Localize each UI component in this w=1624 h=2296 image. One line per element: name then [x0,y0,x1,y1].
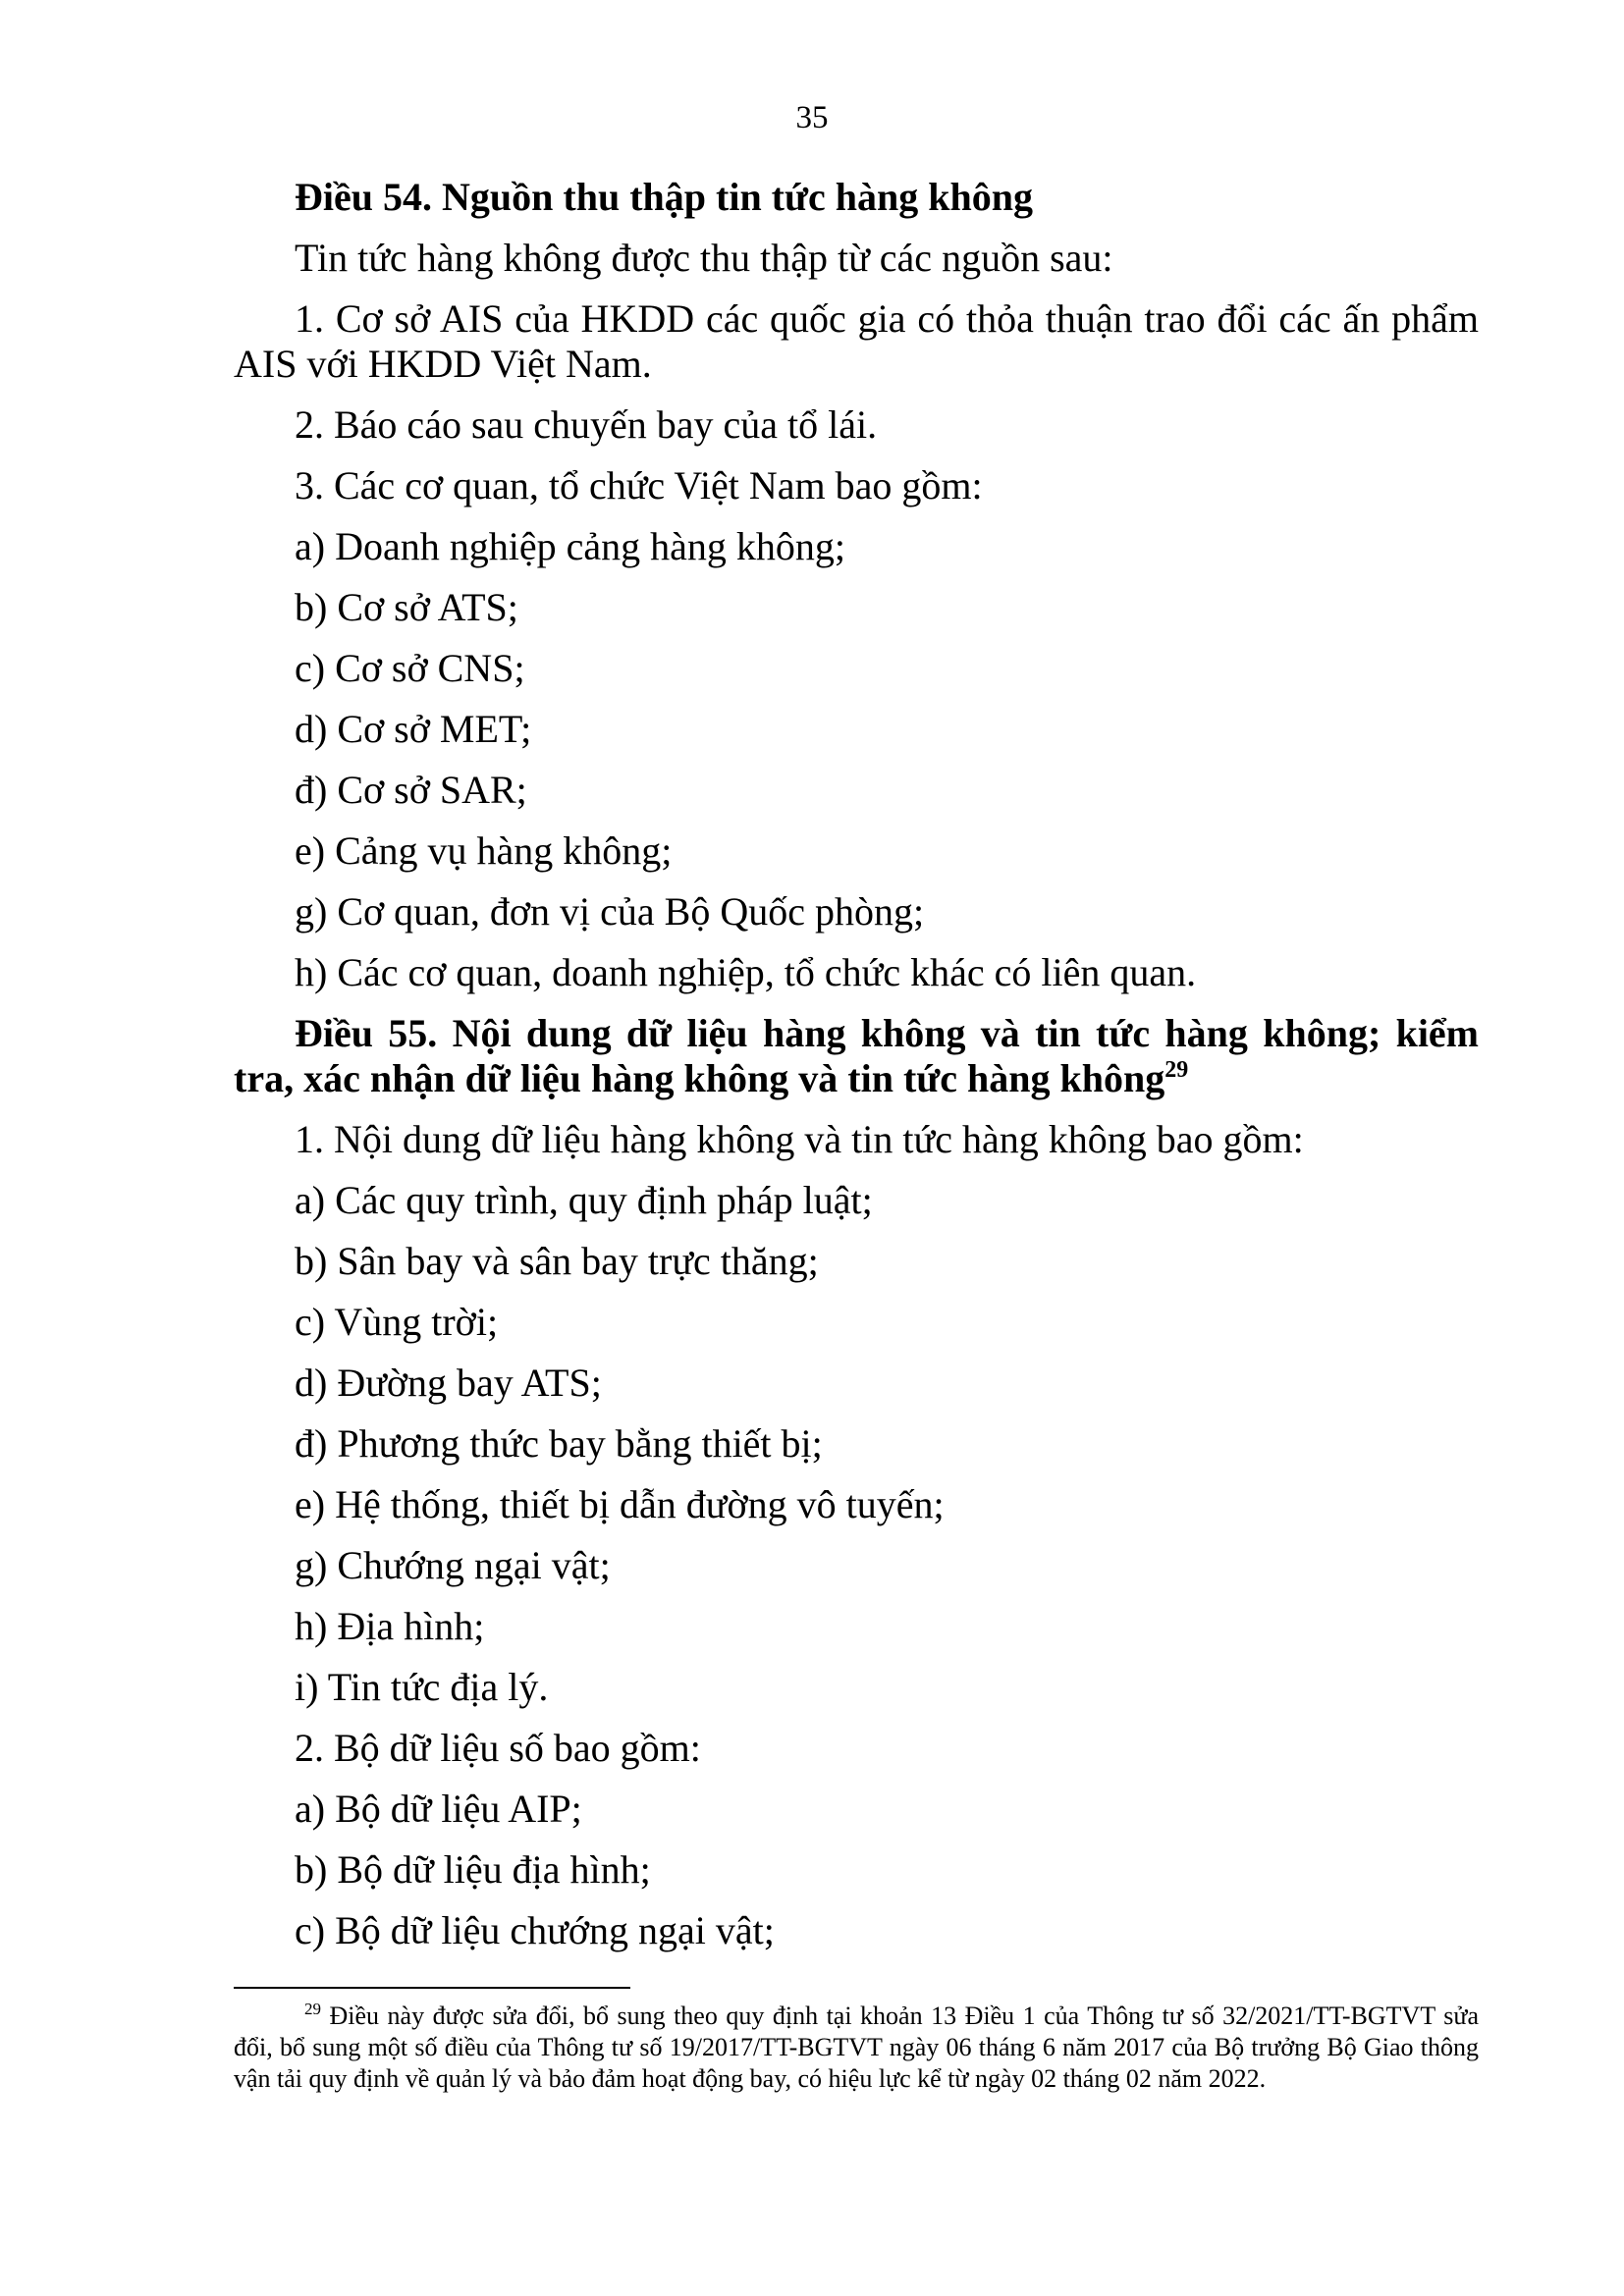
list-item: i) Tin tức địa lý. [295,1665,549,1709]
list-item: d) Đường bay ATS; [295,1361,602,1405]
list-item: đ) Phương thức bay bằng thiết bị; [295,1421,823,1466]
list-item: b) Cơ sở ATS; [295,585,518,629]
article-55-title-text: Điều 55. Nội dung dữ liệu hàng không và tin tức hàng không; kiểm tra, xác nhận dữ liệu hàng không và tin tức hàng không [234,1011,1479,1100]
list-item: e) Hệ thống, thiết bị dẫn đường vô tuyến; [295,1482,945,1526]
list-item: c) Vùng trời; [295,1300,499,1344]
article-55-clause-1: 1. Nội dung dữ liệu hàng không và tin tức hàng không bao gồm: [295,1117,1304,1161]
footnote-separator [234,1987,630,1989]
list-item: d) Cơ sở MET; [295,707,532,751]
list-item: a) Các quy trình, quy định pháp luật; [295,1178,873,1222]
document-body [234,175,1479,1969]
footnote-number: 29 [304,2000,321,2018]
list-item: đ) Cơ sở SAR; [295,768,527,812]
article-54-clause-2: 2. Báo cáo sau chuyến bay của tổ lái. [295,402,878,447]
article-54-clause-1: 1. Cơ sở AIS của HKDD các quốc gia có thỏa thuận trao đổi các ấn phẩm AIS với HKDD Việt Nam. [234,296,1479,386]
list-item: b) Sân bay và sân bay trực thăng; [295,1239,819,1283]
footnote-text: Điều này được sửa đổi, bổ sung theo quy định tại khoản 13 Điều 1 của Thông tư số 32/2021/TT-BGTVT sửa đổi, bổ sung một số điều của Thông tư số 19/2017/TT-BGTVT ngày 06 tháng 6 năm 2017 của Bộ trưởng Bộ Giao thông vận tải quy định về quản lý và bảo đảm hoạt động bay, có hiệu lực kể từ ngày 02 tháng 02 năm 2022. [234,2002,1479,2093]
list-item: b) Bộ dữ liệu địa hình; [295,1847,651,1892]
footnote [234,2001,1479,2095]
list-item: h) Các cơ quan, doanh nghiệp, tổ chức khác có liên quan. [295,950,1197,994]
article-55-title [234,1011,1479,1101]
article-54-intro: Tin tức hàng không được thu thập từ các nguồn sau: [295,236,1113,280]
article-54-title: Điều 54. Nguồn thu thập tin tức hàng không [295,175,1033,219]
list-item: c) Cơ sở CNS; [295,646,525,690]
list-item: a) Doanh nghiệp cảng hàng không; [295,524,845,568]
list-item: g) Cơ quan, đơn vị của Bộ Quốc phòng; [295,889,925,934]
list-item: c) Bộ dữ liệu chướng ngại vật; [295,1908,775,1952]
list-item: a) Bộ dữ liệu AIP; [295,1787,582,1831]
list-item: e) Cảng vụ hàng không; [295,828,673,873]
article-54-clause-3-list [234,524,1479,995]
article-55-clause-1-list [234,1178,1479,1710]
list-item: g) Chướng ngại vật; [295,1543,611,1587]
list-item: h) Địa hình; [295,1604,485,1648]
article-55-clause-2-list [234,1787,1479,1953]
footnote-reference: 29 [1164,1057,1189,1083]
article-55-clause-2: 2. Bộ dữ liệu số bao gồm: [295,1726,701,1770]
page-number: 35 [795,100,829,135]
article-54-clause-3: 3. Các cơ quan, tổ chức Việt Nam bao gồm: [295,463,983,507]
